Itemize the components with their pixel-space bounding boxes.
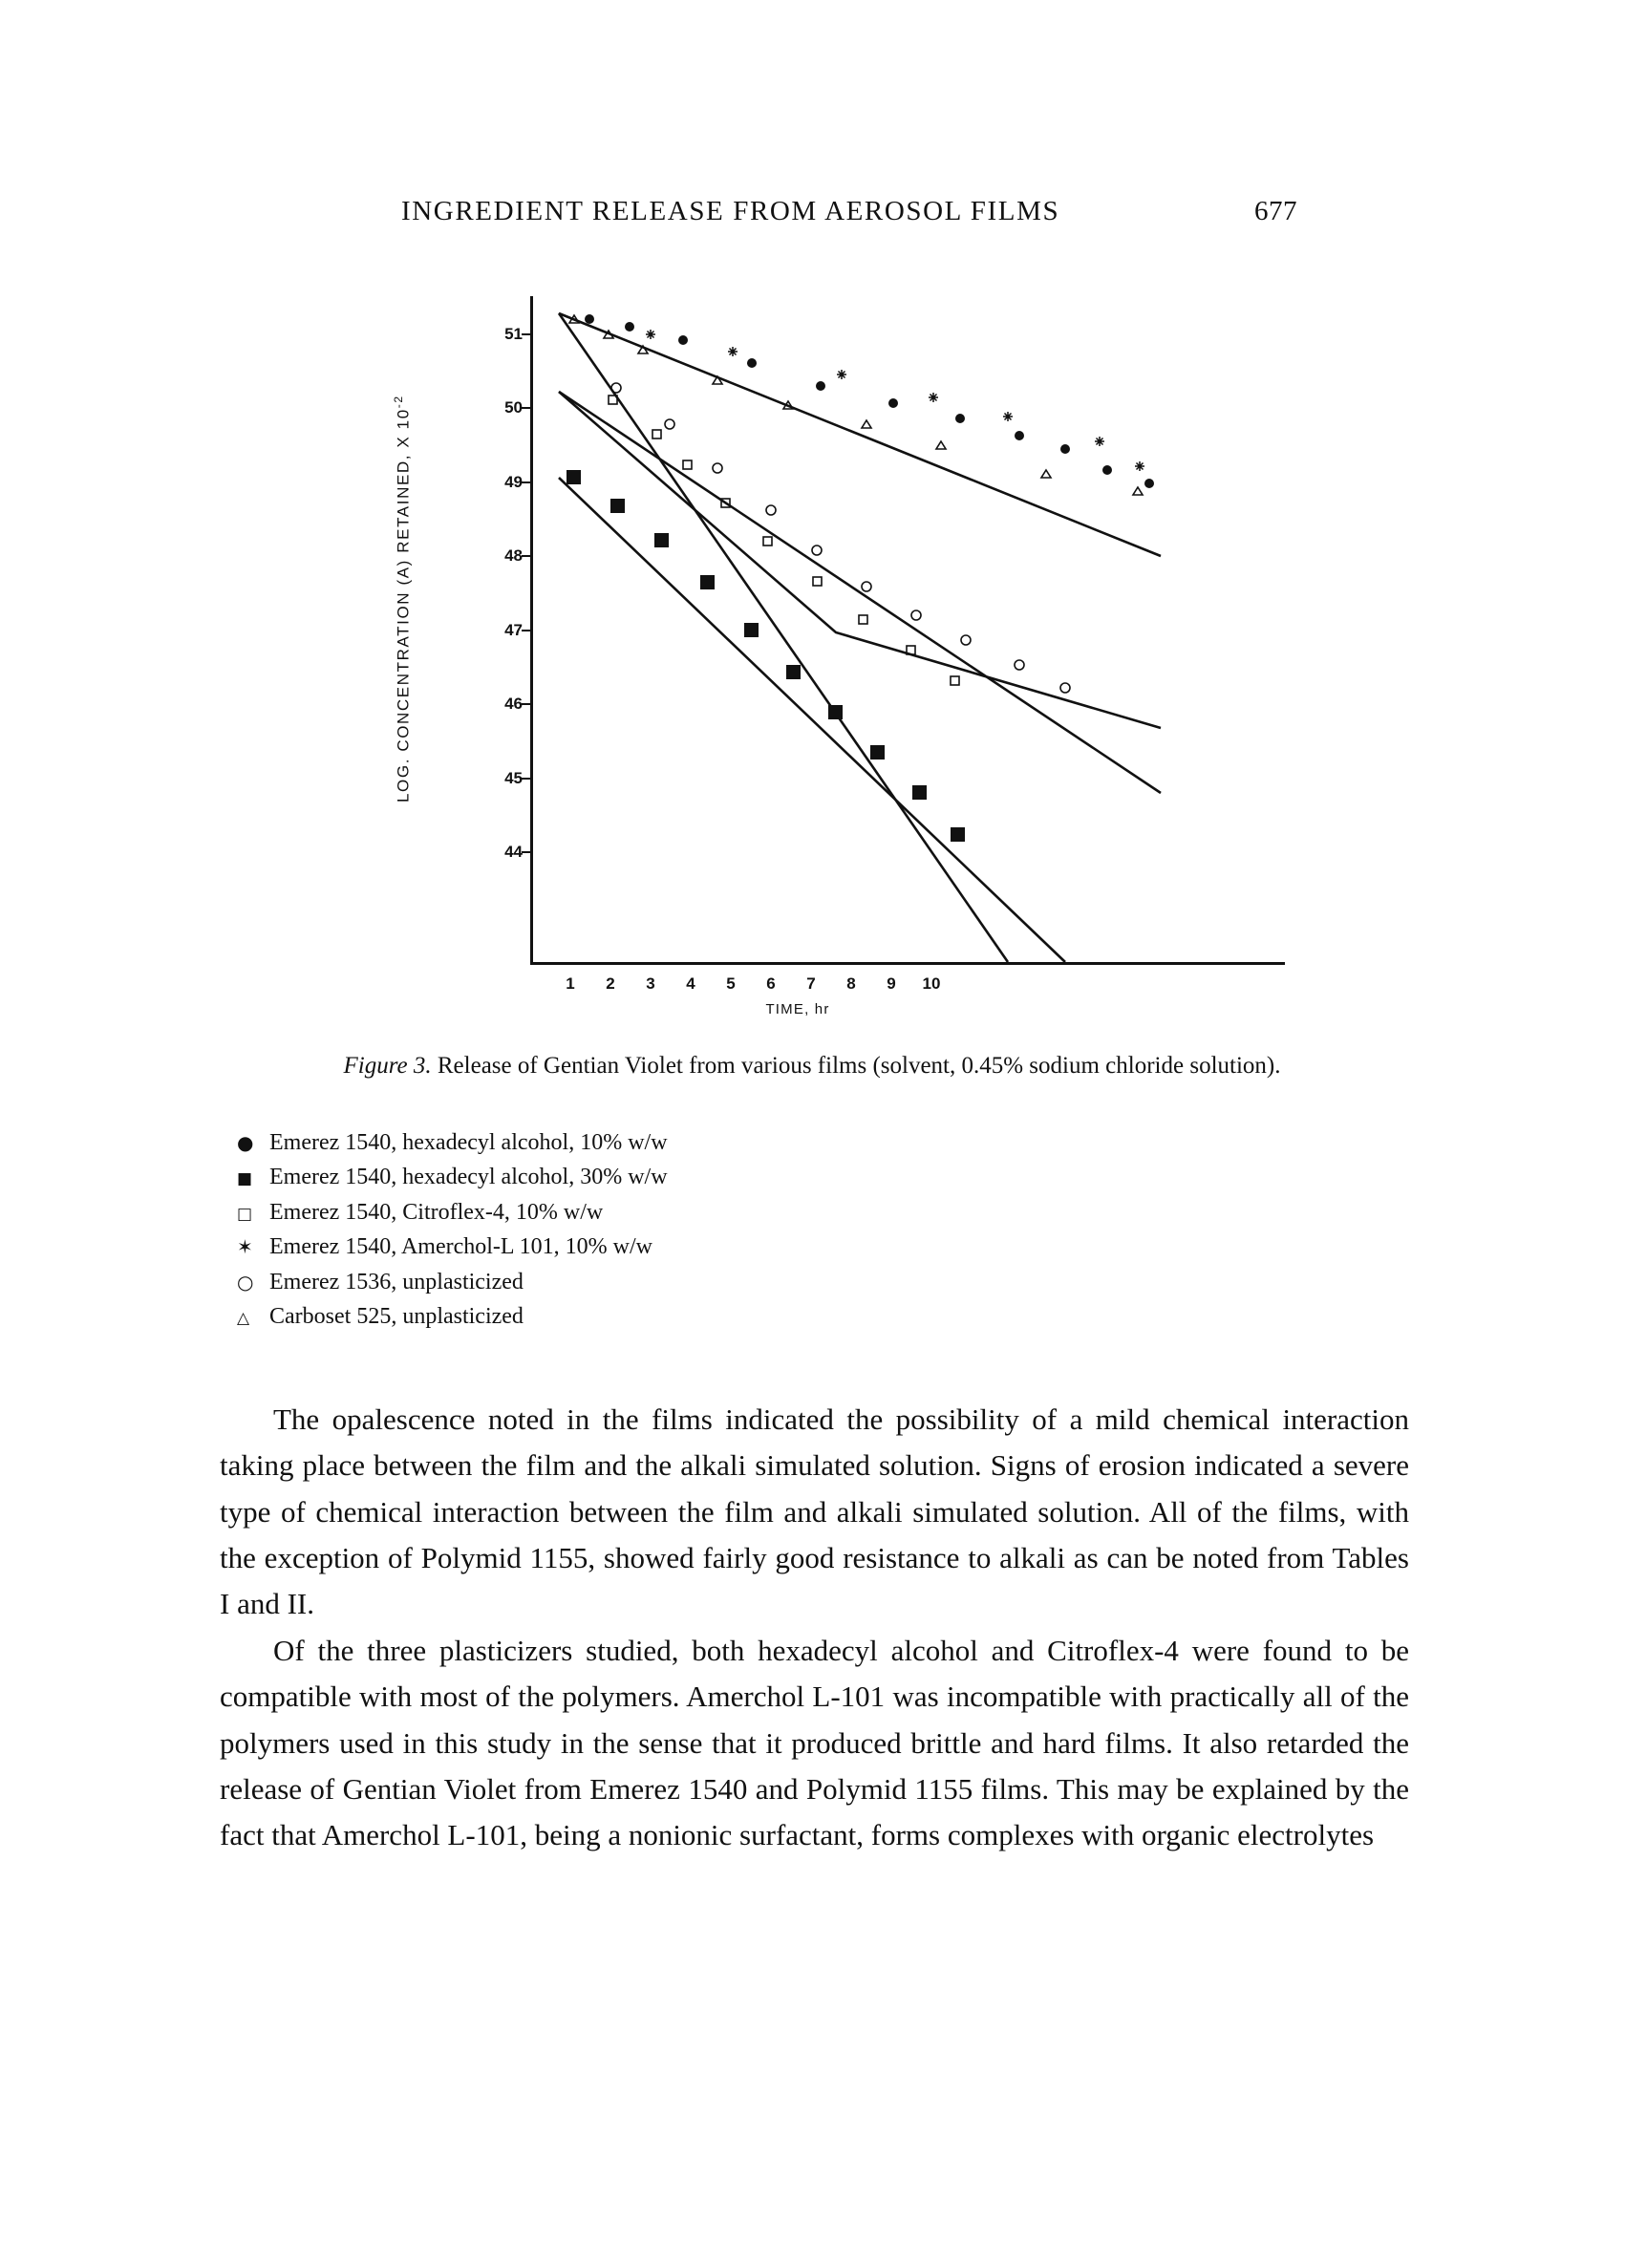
y-axis-exponent: -2 (392, 395, 405, 409)
chart-curves (530, 296, 1285, 965)
trend-line-upper (559, 313, 1161, 556)
body-text (220, 1397, 1409, 1859)
x-tick-2: 2 (606, 974, 615, 993)
legend-item (237, 1230, 1097, 1264)
series-emerez-1540-hex-10 (585, 314, 1154, 488)
legend-label: Emerez 1540, Amerchol-L 101, 10% w/w (269, 1234, 653, 1260)
asterisk-icon: ✶ (237, 1235, 253, 1259)
open-square-icon: □ (237, 1204, 253, 1224)
legend-item (237, 1160, 1097, 1194)
filled-circle-icon: ● (237, 1131, 254, 1154)
figure-3 (392, 287, 1471, 1041)
x-tick-8: 8 (846, 974, 856, 993)
x-tick-10: 10 (922, 974, 941, 993)
figure-caption-text: Release of Gentian Violet from various films (solvent, 0.45% sodium chloride solution). (437, 1053, 1281, 1079)
series-emerez-1540-hex-30 (567, 470, 965, 842)
x-tick-6: 6 (766, 974, 776, 993)
series-emerez-1536 (611, 383, 1070, 693)
y-axis-label (392, 395, 414, 802)
legend-item (237, 1125, 1097, 1160)
legend-item (237, 1265, 1097, 1299)
figure-number: Figure 3. (343, 1053, 432, 1079)
running-head (401, 196, 1624, 227)
figure-caption (220, 1049, 1404, 1083)
legend-label: Emerez 1540, hexadecyl alcohol, 10% w/w (269, 1130, 668, 1155)
legend-item (237, 1299, 1097, 1334)
legend-item (237, 1195, 1097, 1230)
legend-label: Emerez 1540, hexadecyl alcohol, 30% w/w (269, 1165, 668, 1190)
paragraph-1: The opalescence noted in the films indicated the possibility of a mild chemical interaction taking place between the film and the alkali simulated solution. Signs of erosion indicated a severe type of chemical interaction between the film and alkali simulated solution. All of the films, with the exception of Polymid 1155, showed fairly good resistance to alkali as can be noted from Tables I and II. (220, 1402, 1409, 1621)
open-circle-icon: ○ (237, 1270, 254, 1294)
legend-label: Carboset 525, unplasticized (269, 1304, 524, 1330)
x-tick-4: 4 (686, 974, 695, 993)
page-number: 677 (1254, 196, 1297, 226)
x-tick-9: 9 (887, 974, 896, 993)
series-carboset-525 (569, 315, 1143, 495)
filled-square-icon: ■ (237, 1169, 253, 1189)
paragraph-2: Of the three plasticizers studied, both hexadecyl alcohol and Citroflex-4 were found to be compatible with most of the polymers. Amerchol L-101 was incompatible with practically all of the polymers used in this study in the sense that it produced brittle and hard films. It also retarded the release of Gentian Violet from Emerez 1540 and Polymid 1155 films. This may be explained by the fact that Amerchol L-101, being a nonionic surfactant, forms complexes with organic electrolytes (220, 1633, 1409, 1852)
x-tick-3: 3 (646, 974, 655, 993)
y-axis-label-text: LOG. CONCENTRATION (A) RETAINED, X 10 (394, 408, 413, 802)
x-tick-1: 1 (566, 974, 575, 993)
x-tick-7: 7 (806, 974, 816, 993)
legend-label: Emerez 1536, unplasticized (269, 1269, 524, 1294)
figure-legend (237, 1125, 1097, 1335)
plot-area: 51 50 49 48 47 46 45 44 1 2 3 4 5 6 7 8 9 10 (530, 296, 1285, 965)
legend-label: Emerez 1540, Citroflex-4, 10% w/w (269, 1199, 604, 1225)
open-triangle-icon: △ (237, 1309, 250, 1329)
running-head-title: INGREDIENT RELEASE FROM AEROSOL FILMS (401, 196, 1060, 226)
x-tick-5: 5 (726, 974, 736, 993)
x-axis-label: TIME, hr (765, 1001, 830, 1017)
